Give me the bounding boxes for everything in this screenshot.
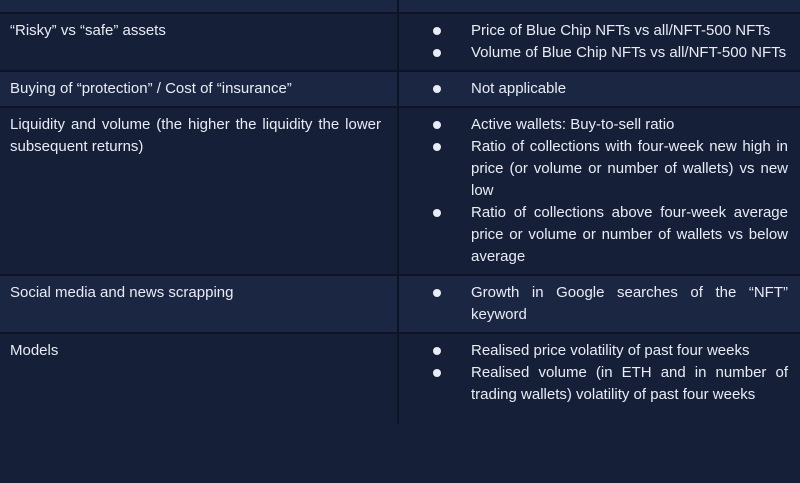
table-body — [0, 12, 800, 412]
indicator-label: Liquidity and volume (the higher the liquidity the lower subsequent returns) — [10, 116, 381, 155]
metrics-list — [399, 20, 788, 64]
indicator-label: Social media and news scrapping — [10, 284, 234, 301]
indicator-cell — [0, 334, 397, 424]
table-row — [0, 332, 800, 412]
metric-label: Price of Blue Chip NFTs vs all/NFT-500 NFTs — [471, 22, 771, 39]
clipped-header-row — [0, 0, 800, 12]
indicator-label: “Risky” vs “safe” assets — [10, 22, 166, 39]
table-row — [0, 106, 800, 274]
metric-item — [399, 42, 788, 64]
bullet-icon — [433, 27, 441, 35]
metric-item — [399, 282, 788, 326]
metric-label: Volume of Blue Chip NFTs vs all/NFT-500 NFTs — [471, 44, 787, 61]
indicator-cell — [0, 108, 397, 286]
metric-label: Ratio of collections with four-week new high in price (or volume or number of wallets) vs new low — [471, 138, 788, 199]
bullet-icon — [433, 143, 441, 151]
table-row — [0, 70, 800, 106]
metric-item — [399, 362, 788, 406]
metrics-list — [399, 340, 788, 406]
metrics-list — [399, 78, 788, 100]
metric-item — [399, 136, 788, 202]
metric-label: Ratio of collections above four-week average price or volume or number of wallets vs below average — [471, 204, 788, 265]
table-row — [0, 274, 800, 332]
metrics-cell — [397, 108, 800, 286]
metric-item — [399, 78, 788, 100]
indicator-label: Buying of “protection” / Cost of “insurance” — [10, 80, 292, 97]
bullet-icon — [433, 347, 441, 355]
metric-label: Growth in Google searches of the “NFT” keyword — [471, 284, 788, 323]
metric-label: Realised price volatility of past four weeks — [471, 342, 750, 359]
table-row — [0, 12, 800, 70]
clipped-header-left-cell — [0, 0, 397, 12]
metrics-list — [399, 114, 788, 268]
metric-item — [399, 20, 788, 42]
bullet-icon — [433, 289, 441, 297]
metrics-list — [399, 282, 788, 326]
bullet-icon — [433, 85, 441, 93]
bullet-icon — [433, 369, 441, 377]
indicator-label: Models — [10, 342, 59, 359]
bullet-icon — [433, 121, 441, 129]
metric-label: Active wallets: Buy-to-sell ratio — [471, 116, 675, 133]
bullet-icon — [433, 209, 441, 217]
metric-item — [399, 340, 788, 362]
metric-label: Not applicable — [471, 80, 567, 97]
metric-item — [399, 114, 788, 136]
bullet-icon — [433, 49, 441, 57]
metric-label: Realised volume (in ETH and in number of trading wallets) volatility of past four weeks — [471, 364, 788, 403]
metric-item — [399, 202, 788, 268]
clipped-header-right-cell — [397, 0, 800, 12]
metrics-cell — [397, 334, 800, 424]
